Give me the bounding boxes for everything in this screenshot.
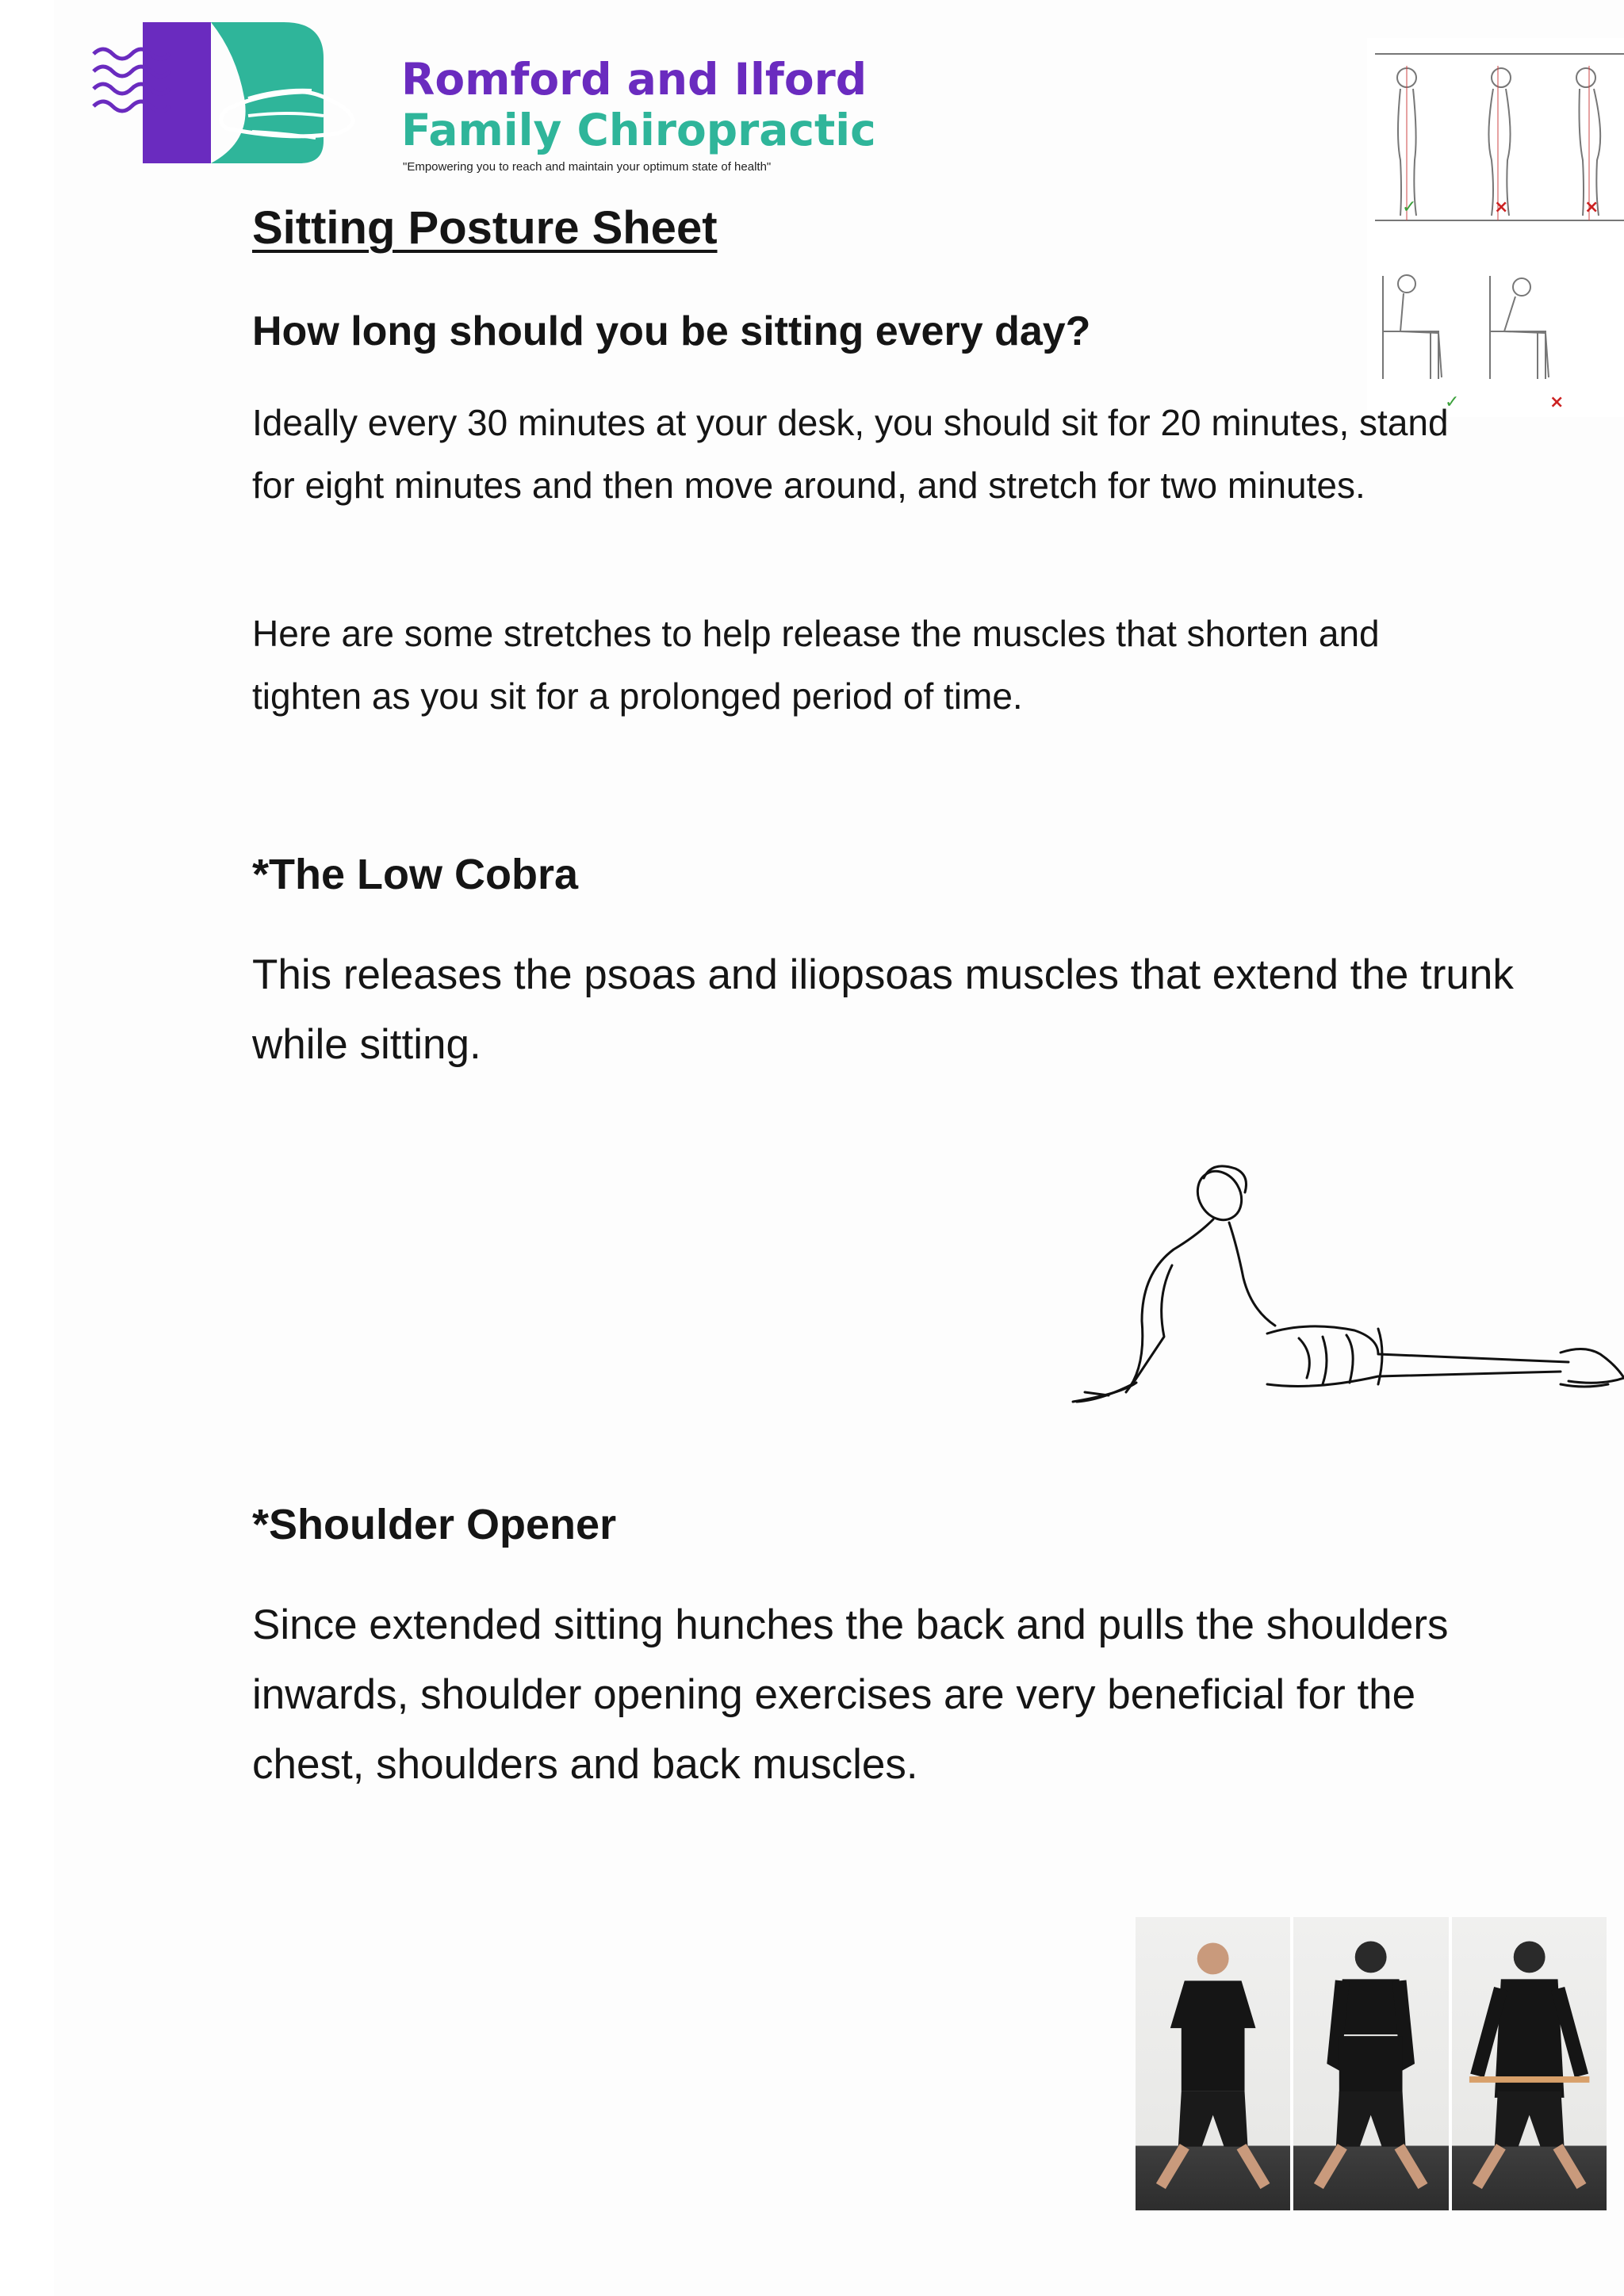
stretches-paragraph: Here are some stretches to help release the muscles that shorten and tighten as you sit for a prolonged period of time. (252, 613, 1380, 717)
posture-mark: × (1584, 197, 1599, 217)
section-body-cobra: This releases the psoas and iliopsoas muscles that extend the trunk while sitting. (252, 951, 1514, 1068)
shoulder-photo-front (1136, 1917, 1290, 2210)
shoulder-photo-back-band (1452, 1917, 1607, 2210)
question-heading: How long should you be sitting every day? (252, 308, 1091, 354)
posture-mark: × (1549, 392, 1565, 412)
document-page (54, 0, 1624, 2296)
section-heading-shoulder: *Shoulder Opener (252, 1501, 617, 1548)
section-body-shoulder: Since extended sitting hunches the back and pulls the shoulders inwards, shoulder opening exercises are very beneficial for the chest, shoulders and back muscles. (252, 1601, 1449, 1788)
posture-mark: ✓ (1445, 392, 1460, 412)
cobra-pose-icon (1061, 1154, 1624, 1408)
clinic-tagline: "Empowering you to reach and maintain your optimum state of health" (403, 160, 772, 174)
section-heading-cobra: *The Low Cobra (252, 851, 579, 898)
posture-mark: × (1494, 197, 1509, 217)
clinic-name: Romford and Ilford (401, 54, 868, 105)
shoulder-photo-back-clasp (1293, 1917, 1448, 2210)
logo-mark-icon (86, 22, 379, 165)
clinic-subtitle: Family Chiropractic (401, 105, 876, 155)
posture-mark: ✓ (1402, 197, 1417, 217)
shoulder-opener-photos (1136, 1917, 1607, 2210)
intro-paragraph: Ideally every 30 minutes at your desk, you should sit for 20 minutes, stand for eight minutes and then move around, and stretch for two minutes. (252, 402, 1449, 506)
page-title: Sitting Posture Sheet (252, 202, 718, 254)
clinic-logo (86, 22, 926, 173)
